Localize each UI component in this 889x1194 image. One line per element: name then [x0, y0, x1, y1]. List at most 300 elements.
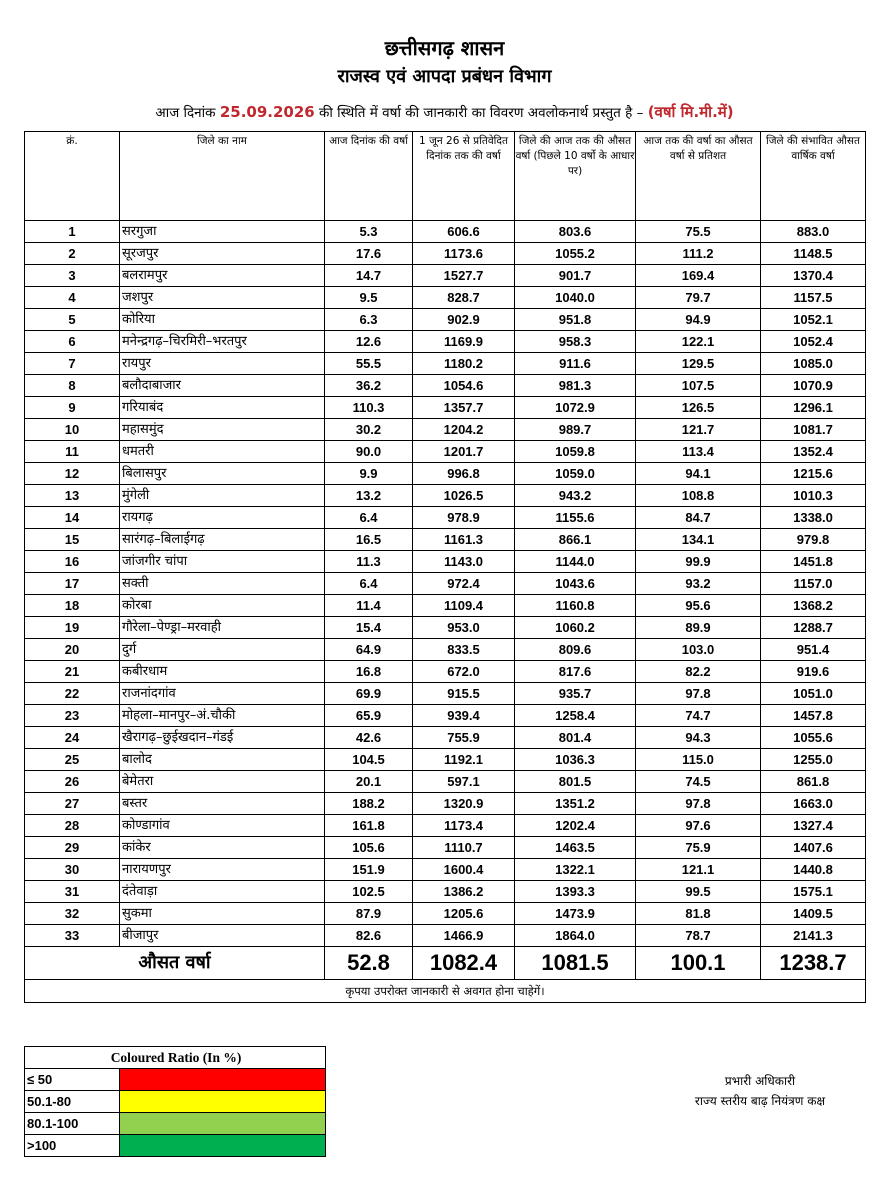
avg-rain: 1060.2 [515, 617, 636, 639]
serial-no: 10 [25, 419, 120, 441]
district-name: मुंगेली [120, 485, 325, 507]
today-rain: 151.9 [325, 859, 413, 881]
legend-title: Coloured Ratio (In %) [25, 1047, 326, 1069]
legend-label: 50.1-80 [25, 1091, 120, 1113]
table-row [25, 309, 866, 331]
avg-rain: 866.1 [515, 529, 636, 551]
report-date: 25.09.2026 [219, 103, 315, 121]
cumulative-rain: 1192.1 [413, 749, 515, 771]
annual-avg-rain: 1288.7 [761, 617, 866, 639]
annual-avg-rain: 1157.0 [761, 573, 866, 595]
district-name: बेमेतरा [120, 771, 325, 793]
table-row [25, 793, 866, 815]
cumulative-rain: 1110.7 [413, 837, 515, 859]
col-header-serial: क्रं. [25, 132, 120, 221]
cumulative-rain: 902.9 [413, 309, 515, 331]
serial-no: 3 [25, 265, 120, 287]
table-row [25, 551, 866, 573]
legend-row [25, 1091, 326, 1113]
cumulative-rain: 1026.5 [413, 485, 515, 507]
cumulative-rain: 1161.3 [413, 529, 515, 551]
serial-no: 27 [25, 793, 120, 815]
percent-of-avg: 121.1 [636, 859, 761, 881]
col-header-today-rain: आज दिनांक की वर्षा [325, 132, 413, 221]
annual-avg-rain: 1215.6 [761, 463, 866, 485]
district-name: रायगढ़ [120, 507, 325, 529]
cumulative-rain: 1204.2 [413, 419, 515, 441]
table-row [25, 331, 866, 353]
table-row [25, 287, 866, 309]
district-name: खैरागढ़–छुईखदान–गंडई [120, 727, 325, 749]
percent-of-avg: 94.3 [636, 727, 761, 749]
today-rain: 6.4 [325, 573, 413, 595]
today-rain: 90.0 [325, 441, 413, 463]
district-name: बस्तर [120, 793, 325, 815]
serial-no: 20 [25, 639, 120, 661]
legend-row [25, 1113, 326, 1135]
avg-rain: 1059.8 [515, 441, 636, 463]
district-name: सुकमा [120, 903, 325, 925]
table-row [25, 727, 866, 749]
today-rain: 65.9 [325, 705, 413, 727]
legend-swatch [120, 1091, 326, 1113]
annual-avg-rain: 1052.4 [761, 331, 866, 353]
cumulative-rain: 606.6 [413, 221, 515, 243]
table-row [25, 771, 866, 793]
subtitle-text: की स्थिति में वर्षा की जानकारी का विवरण अवलोकनार्थ प्रस्तुत है – [319, 105, 644, 121]
unit-label: (वर्षा मि.मी.में) [647, 103, 734, 121]
today-rain: 82.6 [325, 925, 413, 947]
serial-no: 26 [25, 771, 120, 793]
avg-rain: 935.7 [515, 683, 636, 705]
report-subtitle [0, 102, 889, 122]
avg-rain: 1155.6 [515, 507, 636, 529]
percent-of-avg: 82.2 [636, 661, 761, 683]
legend-label: 80.1-100 [25, 1113, 120, 1135]
avg-rain: 1043.6 [515, 573, 636, 595]
legend-swatch [120, 1113, 326, 1135]
avg-rain: 817.6 [515, 661, 636, 683]
today-rain: 188.2 [325, 793, 413, 815]
percent-of-avg: 134.1 [636, 529, 761, 551]
cumulative-rain: 1109.4 [413, 595, 515, 617]
signatory-title: प्रभारी अधिकारी [724, 1074, 796, 1088]
average-cumulative-rain: 1082.4 [413, 947, 515, 980]
percent-of-avg: 108.8 [636, 485, 761, 507]
district-name: जांजगीर चांपा [120, 551, 325, 573]
cumulative-rain: 1173.4 [413, 815, 515, 837]
district-name: राजनांदगांव [120, 683, 325, 705]
avg-rain: 943.2 [515, 485, 636, 507]
table-row [25, 441, 866, 463]
today-rain: 20.1 [325, 771, 413, 793]
table-row [25, 375, 866, 397]
today-rain: 16.5 [325, 529, 413, 551]
average-row [25, 947, 866, 980]
district-name: बलरामपुर [120, 265, 325, 287]
percent-of-avg: 93.2 [636, 573, 761, 595]
annual-avg-rain: 1352.4 [761, 441, 866, 463]
percent-of-avg: 74.5 [636, 771, 761, 793]
serial-no: 16 [25, 551, 120, 573]
table-row [25, 661, 866, 683]
district-name: नारायणपुर [120, 859, 325, 881]
annual-avg-rain: 1663.0 [761, 793, 866, 815]
annual-avg-rain: 1081.7 [761, 419, 866, 441]
today-rain: 9.9 [325, 463, 413, 485]
table-row [25, 903, 866, 925]
cumulative-rain: 1173.6 [413, 243, 515, 265]
avg-rain: 981.3 [515, 375, 636, 397]
cumulative-rain: 972.4 [413, 573, 515, 595]
percent-of-avg: 99.9 [636, 551, 761, 573]
col-header-percent: आज तक की वर्षा का औसत वर्षा से प्रतिशत [636, 132, 761, 221]
district-name: कोण्डागांव [120, 815, 325, 837]
table-row [25, 859, 866, 881]
district-name: मोहला–मानपुर–अं.चौकी [120, 705, 325, 727]
percent-of-avg: 75.5 [636, 221, 761, 243]
cumulative-rain: 1386.2 [413, 881, 515, 903]
avg-rain: 1463.5 [515, 837, 636, 859]
annual-avg-rain: 1409.5 [761, 903, 866, 925]
serial-no: 6 [25, 331, 120, 353]
avg-rain: 1864.0 [515, 925, 636, 947]
annual-avg-rain: 1157.5 [761, 287, 866, 309]
legend-row [25, 1135, 326, 1157]
today-rain: 30.2 [325, 419, 413, 441]
table-row [25, 925, 866, 947]
annual-avg-rain: 1368.2 [761, 595, 866, 617]
serial-no: 29 [25, 837, 120, 859]
table-row [25, 573, 866, 595]
district-name: महासमुंद [120, 419, 325, 441]
serial-no: 4 [25, 287, 120, 309]
average-today-rain: 52.8 [325, 947, 413, 980]
today-rain: 42.6 [325, 727, 413, 749]
today-rain: 13.2 [325, 485, 413, 507]
today-rain: 36.2 [325, 375, 413, 397]
cumulative-rain: 1466.9 [413, 925, 515, 947]
cumulative-rain: 978.9 [413, 507, 515, 529]
cumulative-rain: 1180.2 [413, 353, 515, 375]
serial-no: 14 [25, 507, 120, 529]
cumulative-rain: 597.1 [413, 771, 515, 793]
today-rain: 87.9 [325, 903, 413, 925]
percent-of-avg: 122.1 [636, 331, 761, 353]
percent-of-avg: 169.4 [636, 265, 761, 287]
district-name: दुर्ग [120, 639, 325, 661]
district-name: बालोद [120, 749, 325, 771]
annual-avg-rain: 1296.1 [761, 397, 866, 419]
district-name: कोरबा [120, 595, 325, 617]
note-text: कृपया उपरोक्त जानकारी से अवगत होना चाहेगें। [25, 980, 866, 1003]
percent-of-avg: 99.5 [636, 881, 761, 903]
average-label: औसत वर्षा [25, 947, 325, 980]
cumulative-rain: 672.0 [413, 661, 515, 683]
annual-avg-rain: 1010.3 [761, 485, 866, 507]
percent-of-avg: 115.0 [636, 749, 761, 771]
percent-of-avg: 129.5 [636, 353, 761, 375]
avg-rain: 1144.0 [515, 551, 636, 573]
district-name: दंतेवाड़ा [120, 881, 325, 903]
annual-avg-rain: 1370.4 [761, 265, 866, 287]
legend-label: >100 [25, 1135, 120, 1157]
district-name: कांकेर [120, 837, 325, 859]
today-rain: 55.5 [325, 353, 413, 375]
serial-no: 12 [25, 463, 120, 485]
percent-of-avg: 103.0 [636, 639, 761, 661]
today-rain: 6.4 [325, 507, 413, 529]
avg-rain: 803.6 [515, 221, 636, 243]
annual-avg-rain: 1052.1 [761, 309, 866, 331]
table-row [25, 243, 866, 265]
serial-no: 15 [25, 529, 120, 551]
district-name: धमतरी [120, 441, 325, 463]
percent-of-avg: 113.4 [636, 441, 761, 463]
annual-avg-rain: 1407.6 [761, 837, 866, 859]
table-row [25, 705, 866, 727]
percent-of-avg: 78.7 [636, 925, 761, 947]
district-name: जशपुर [120, 287, 325, 309]
cumulative-rain: 996.8 [413, 463, 515, 485]
serial-no: 8 [25, 375, 120, 397]
annual-avg-rain: 1051.0 [761, 683, 866, 705]
cumulative-rain: 755.9 [413, 727, 515, 749]
avg-rain: 1322.1 [515, 859, 636, 881]
table-row [25, 529, 866, 551]
percent-of-avg: 97.8 [636, 683, 761, 705]
serial-no: 11 [25, 441, 120, 463]
percent-of-avg: 94.1 [636, 463, 761, 485]
table-row [25, 815, 866, 837]
annual-avg-rain: 979.8 [761, 529, 866, 551]
district-name: कबीरधाम [120, 661, 325, 683]
avg-rain: 1393.3 [515, 881, 636, 903]
avg-rain: 989.7 [515, 419, 636, 441]
serial-no: 17 [25, 573, 120, 595]
col-header-cumulative-rain: 1 जून 26 से प्रतिवेदित दिनांक तक की वर्षा [413, 132, 515, 221]
annual-avg-rain: 883.0 [761, 221, 866, 243]
today-rain: 9.5 [325, 287, 413, 309]
cumulative-rain: 1169.9 [413, 331, 515, 353]
avg-rain: 1351.2 [515, 793, 636, 815]
district-name: सारंगढ़–बिलाईगढ़ [120, 529, 325, 551]
avg-rain: 1040.0 [515, 287, 636, 309]
avg-rain: 1072.9 [515, 397, 636, 419]
cumulative-rain: 915.5 [413, 683, 515, 705]
district-name: रायपुर [120, 353, 325, 375]
table-body [25, 221, 866, 947]
serial-no: 28 [25, 815, 120, 837]
average-annual-avg: 1238.7 [761, 947, 866, 980]
cumulative-rain: 1143.0 [413, 551, 515, 573]
district-name: सक्ती [120, 573, 325, 595]
serial-no: 1 [25, 221, 120, 243]
avg-rain: 1202.4 [515, 815, 636, 837]
annual-avg-rain: 1451.8 [761, 551, 866, 573]
avg-rain: 901.7 [515, 265, 636, 287]
table-row [25, 397, 866, 419]
annual-avg-rain: 1575.1 [761, 881, 866, 903]
today-rain: 12.6 [325, 331, 413, 353]
serial-no: 9 [25, 397, 120, 419]
cumulative-rain: 1201.7 [413, 441, 515, 463]
today-rain: 64.9 [325, 639, 413, 661]
col-header-avg-rain: जिले की आज तक की औसत वर्षा (पिछले 10 वर्षो के आधार पर) [515, 132, 636, 221]
annual-avg-rain: 1055.6 [761, 727, 866, 749]
today-rain: 6.3 [325, 309, 413, 331]
table-row [25, 265, 866, 287]
today-rain: 11.4 [325, 595, 413, 617]
annual-avg-rain: 1148.5 [761, 243, 866, 265]
note-row [25, 980, 866, 1003]
serial-no: 19 [25, 617, 120, 639]
today-rain: 17.6 [325, 243, 413, 265]
cumulative-rain: 1054.6 [413, 375, 515, 397]
today-rain: 102.5 [325, 881, 413, 903]
table-row [25, 749, 866, 771]
cumulative-rain: 1600.4 [413, 859, 515, 881]
rainfall-table [24, 131, 866, 1003]
serial-no: 13 [25, 485, 120, 507]
annual-avg-rain: 1070.9 [761, 375, 866, 397]
table-row [25, 485, 866, 507]
department-title: राजस्व एवं आपदा प्रबंधन विभाग [337, 66, 552, 87]
district-name: कोरिया [120, 309, 325, 331]
serial-no: 30 [25, 859, 120, 881]
avg-rain: 801.4 [515, 727, 636, 749]
avg-rain: 1055.2 [515, 243, 636, 265]
percent-of-avg: 111.2 [636, 243, 761, 265]
annual-avg-rain: 1457.8 [761, 705, 866, 727]
district-name: गरियाबंद [120, 397, 325, 419]
percent-of-avg: 74.7 [636, 705, 761, 727]
percent-of-avg: 89.9 [636, 617, 761, 639]
annual-avg-rain: 1338.0 [761, 507, 866, 529]
district-name: गौरेला–पेण्ड्रा–मरवाही [120, 617, 325, 639]
today-rain: 15.4 [325, 617, 413, 639]
table-row [25, 353, 866, 375]
cumulative-rain: 1205.6 [413, 903, 515, 925]
serial-no: 2 [25, 243, 120, 265]
cumulative-rain: 939.4 [413, 705, 515, 727]
district-name: बलौदाबाजार [120, 375, 325, 397]
avg-rain: 809.6 [515, 639, 636, 661]
col-header-district: जिले का नाम [120, 132, 325, 221]
percent-of-avg: 121.7 [636, 419, 761, 441]
table-row [25, 639, 866, 661]
table-row [25, 617, 866, 639]
avg-rain: 1473.9 [515, 903, 636, 925]
district-name: बीजापुर [120, 925, 325, 947]
table-row [25, 463, 866, 485]
percent-of-avg: 79.7 [636, 287, 761, 309]
avg-rain: 1059.0 [515, 463, 636, 485]
today-rain: 14.7 [325, 265, 413, 287]
annual-avg-rain: 919.6 [761, 661, 866, 683]
table-header-row [25, 132, 866, 221]
average-percent: 100.1 [636, 947, 761, 980]
serial-no: 25 [25, 749, 120, 771]
today-rain: 110.3 [325, 397, 413, 419]
avg-rain: 1258.4 [515, 705, 636, 727]
page-title: छत्तीसगढ़ शासन [384, 36, 505, 60]
table-row [25, 881, 866, 903]
percent-of-avg: 97.8 [636, 793, 761, 815]
table-row [25, 419, 866, 441]
district-name: बिलासपुर [120, 463, 325, 485]
percent-of-avg: 84.7 [636, 507, 761, 529]
avg-rain: 801.5 [515, 771, 636, 793]
legend-row [25, 1069, 326, 1091]
percent-of-avg: 126.5 [636, 397, 761, 419]
cumulative-rain: 828.7 [413, 287, 515, 309]
district-name: सरगुजा [120, 221, 325, 243]
annual-avg-rain: 1327.4 [761, 815, 866, 837]
cumulative-rain: 833.5 [413, 639, 515, 661]
table-row [25, 507, 866, 529]
table-row [25, 221, 866, 243]
percent-of-avg: 107.5 [636, 375, 761, 397]
today-rain: 11.3 [325, 551, 413, 573]
avg-rain: 1160.8 [515, 595, 636, 617]
percent-of-avg: 95.6 [636, 595, 761, 617]
avg-rain: 911.6 [515, 353, 636, 375]
percent-of-avg: 94.9 [636, 309, 761, 331]
col-header-annual-avg: जिले की संभावित औसत वार्षिक वर्षा [761, 132, 866, 221]
annual-avg-rain: 1255.0 [761, 749, 866, 771]
percent-of-avg: 75.9 [636, 837, 761, 859]
percent-of-avg: 97.6 [636, 815, 761, 837]
today-rain: 161.8 [325, 815, 413, 837]
percent-of-avg: 81.8 [636, 903, 761, 925]
legend-swatch [120, 1135, 326, 1157]
cumulative-rain: 1357.7 [413, 397, 515, 419]
today-rain: 104.5 [325, 749, 413, 771]
serial-no: 23 [25, 705, 120, 727]
annual-avg-rain: 1440.8 [761, 859, 866, 881]
legend-swatch [120, 1069, 326, 1091]
district-name: सूरजपुर [120, 243, 325, 265]
table-row [25, 683, 866, 705]
serial-no: 22 [25, 683, 120, 705]
serial-no: 18 [25, 595, 120, 617]
serial-no: 21 [25, 661, 120, 683]
annual-avg-rain: 2141.3 [761, 925, 866, 947]
serial-no: 32 [25, 903, 120, 925]
district-name: मनेन्द्रगढ़–चिरमिरी–भरतपुर [120, 331, 325, 353]
today-rain: 5.3 [325, 221, 413, 243]
today-rain: 16.8 [325, 661, 413, 683]
cumulative-rain: 953.0 [413, 617, 515, 639]
today-rain: 69.9 [325, 683, 413, 705]
subtitle-prefix: आज दिनांक [155, 105, 216, 121]
legend-label: ≤ 50 [25, 1069, 120, 1091]
cumulative-rain: 1320.9 [413, 793, 515, 815]
table-row [25, 837, 866, 859]
annual-avg-rain: 861.8 [761, 771, 866, 793]
avg-rain: 951.8 [515, 309, 636, 331]
annual-avg-rain: 951.4 [761, 639, 866, 661]
serial-no: 5 [25, 309, 120, 331]
avg-rain: 958.3 [515, 331, 636, 353]
cumulative-rain: 1527.7 [413, 265, 515, 287]
serial-no: 31 [25, 881, 120, 903]
avg-rain: 1036.3 [515, 749, 636, 771]
average-avg-rain: 1081.5 [515, 947, 636, 980]
signatory-office: राज्य स्तरीय बाढ़ नियंत्रण कक्ष [694, 1094, 826, 1108]
table-row [25, 595, 866, 617]
